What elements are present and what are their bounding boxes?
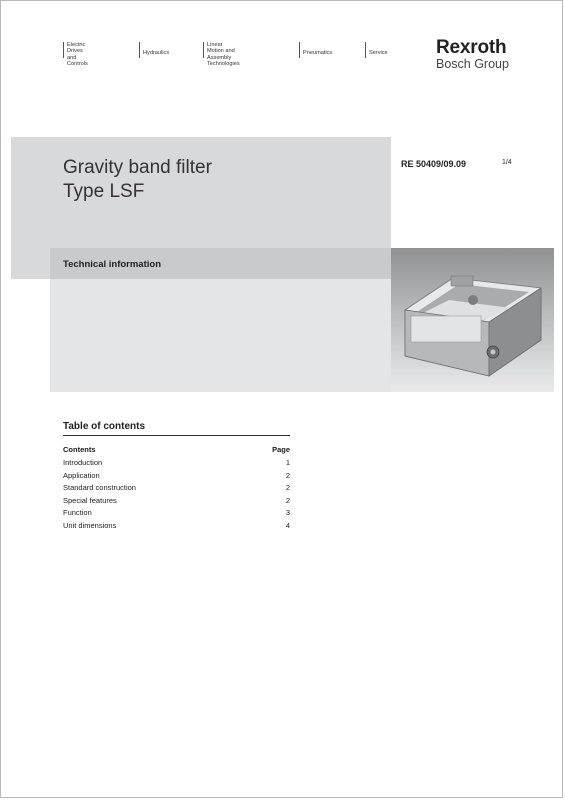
toc-row[interactable] <box>63 470 290 483</box>
brand-name: Rexroth <box>436 37 507 58</box>
product-photo <box>391 248 554 392</box>
toc-title: Table of contents <box>63 421 290 436</box>
brand-logo <box>436 38 509 71</box>
document-title <box>63 156 212 204</box>
title-line-2: Type LSF <box>63 181 145 202</box>
nav-linear-motion[interactable]: Linear Motion and Assembly Technologies <box>203 42 240 58</box>
nav-service[interactable]: Service <box>369 50 388 56</box>
toc-row-label: Unit dimensions <box>63 520 117 530</box>
toc-row-label: Special features <box>63 495 117 505</box>
title-line-1: Gravity band filter <box>63 157 212 178</box>
nav-hydraulics[interactable]: Hydraulics <box>143 50 170 56</box>
toc-row-label: Application <box>63 470 100 480</box>
toc-header <box>63 445 290 457</box>
toc-row[interactable] <box>63 495 290 508</box>
toc-row[interactable] <box>63 457 290 470</box>
toc-row-label: Introduction <box>63 458 103 467</box>
page-indicator: 1/4 <box>502 159 512 166</box>
document-number: RE 50409/09.09 <box>401 159 467 169</box>
toc-row-page: 2 <box>285 470 290 480</box>
brand-subtitle: Bosch Group <box>436 57 509 71</box>
toc-row-label: Function <box>63 508 92 518</box>
toc-col-page: Page <box>272 445 290 454</box>
toc-row-page: 2 <box>285 495 290 505</box>
toc-col-contents: Contents <box>63 445 96 454</box>
toc-row-page: 1 <box>285 458 290 467</box>
nav-pneumatics[interactable]: Pneumatics <box>303 50 333 56</box>
toc-row-label: Standard construction <box>63 483 136 493</box>
info-panel <box>50 279 391 392</box>
toc-row[interactable] <box>63 482 290 495</box>
toc-row-page: 2 <box>285 483 290 493</box>
table-of-contents <box>63 421 290 533</box>
toc-row[interactable] <box>63 520 290 533</box>
nav-electric-drives[interactable]: Electric Drives and Controls <box>63 42 88 58</box>
toc-row-page: 4 <box>285 520 290 530</box>
toc-row[interactable] <box>63 507 290 520</box>
section-label: Technical information <box>63 259 162 270</box>
toc-row-page: 3 <box>285 508 290 518</box>
